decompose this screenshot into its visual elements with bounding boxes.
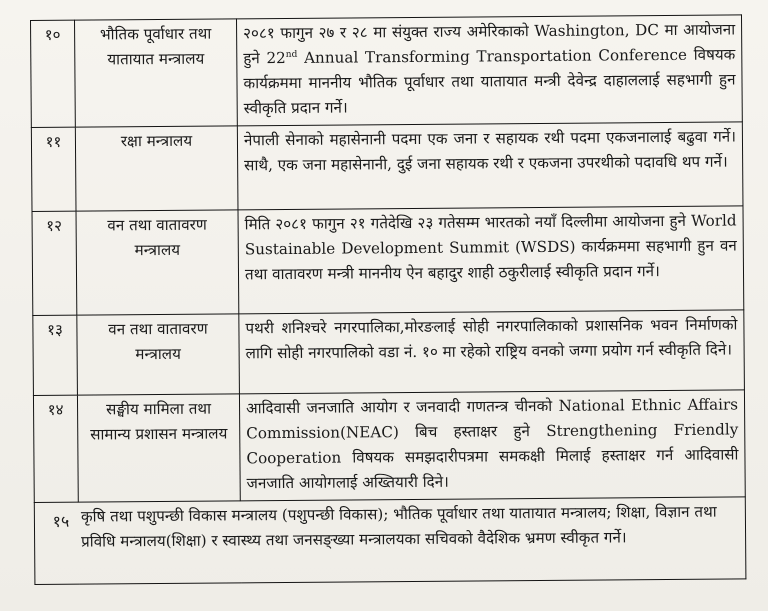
table-row — [32, 206, 744, 316]
row-number: १२ — [32, 211, 77, 315]
decisions-table — [30, 14, 746, 585]
table-row — [31, 15, 743, 128]
decision-text: आदिवासी जनजाति आयोग र जनवादी गणतन्त्र चीनको National Ethnic Affairs Commission(NEAC) बिच हस्ताक्षर हुने Strengthening Friendly Cooperation विषयक समझदारीपत्रमा समकक्षी मिलाई हस्ताक्षर गर्न आदिवासी जनजाति आयोगलाई अख्तियारी दिने। — [239, 390, 745, 501]
decision-text: पथरी शनिश्चरे नगरपालिका,मोरङलाई सोही नगरपालिकाको प्रशासनिक भवन निर्माणको लागि सोही नगरपालिको वडा नं. १० मा रहेको राष्ट्रिय वनको जग्गा प्रयोग गर्न स्वीकृति दिने। — [239, 310, 745, 394]
table-row — [31, 122, 743, 212]
decision-text — [236, 15, 742, 126]
ministry-name: रक्षा मन्त्रालय — [75, 126, 238, 211]
table-row — [33, 310, 745, 396]
row-number: १० — [31, 20, 76, 127]
row-number: १५ — [52, 511, 70, 531]
ordinal-suffix: nd — [285, 49, 298, 60]
decision-text: मिति २०८१ फागुन २१ गतेदेखि २३ गतेसम्म भारतको नयाँ दिल्लीमा आयोजना हुने World Sustainable Development Summit (WSDS) कार्यक्रममा सहभागी हुन वन तथा वातावरण मन्त्री माननीय ऐन बहादुर शाही ठकुरीलाई स्वीकृति प्रदान गर्ने। — [238, 206, 744, 314]
merged-decision-cell — [34, 497, 746, 585]
ministry-name: वन तथा वातावरण मन्त्रालय — [76, 210, 239, 315]
table-row — [34, 497, 746, 585]
decision-text: नेपाली सेनाको महासेनानी पदमा एक जना र सहायक रथी पदमा एकजनालाई बढुवा गर्ने। साथै, एक जना महासेनानी, दुई जना सहायक रथी र एकजना उपरथीको पदावधि थप गर्ने। — [237, 122, 743, 210]
row-number: १४ — [33, 395, 78, 502]
ministry-name: वन तथा वातावरण मन्त्रालय — [77, 314, 240, 395]
decision-text-part: २०८१ फागुन २७ र २८ मा संयुक्त राज्य अमेरिकाको Washington, DC मा आयोजना हुने 22 — [243, 20, 736, 68]
decision-text-part: Annual Transforming Transportation Conference विषयक कार्यक्रममा माननीय भौतिक पूर्वाधार तथा यातायात मन्त्री देवेन्द्र दाहाललाई सहभागी हुन स्वीकृति प्रदान गर्ने। — [243, 45, 736, 118]
row-number: १३ — [33, 315, 78, 395]
ministry-name: सङ्घीय मामिला तथा सामान्य प्रशासन मन्त्रालय — [77, 394, 240, 502]
ministry-name: भौतिक पूर्वाधार तथा यातायात मन्त्रालय — [75, 19, 238, 127]
row-number: ११ — [31, 127, 76, 211]
decision-text: कृषि तथा पशुपन्छी विकास मन्त्रालय (पशुपन्छी विकास); भौतिक पूर्वाधार तथा यातायात मन्त्रालय; शिक्षा, विज्ञान तथा प्रविधि मन्त्रालय(शिक्षा) र स्वास्थ्य तथा जनसङ्ख्या मन्त्रालयका सचिवको वैदेशिक भ्रमण स्वीकृत गर्ने। — [80, 502, 717, 551]
table-row — [33, 390, 745, 503]
